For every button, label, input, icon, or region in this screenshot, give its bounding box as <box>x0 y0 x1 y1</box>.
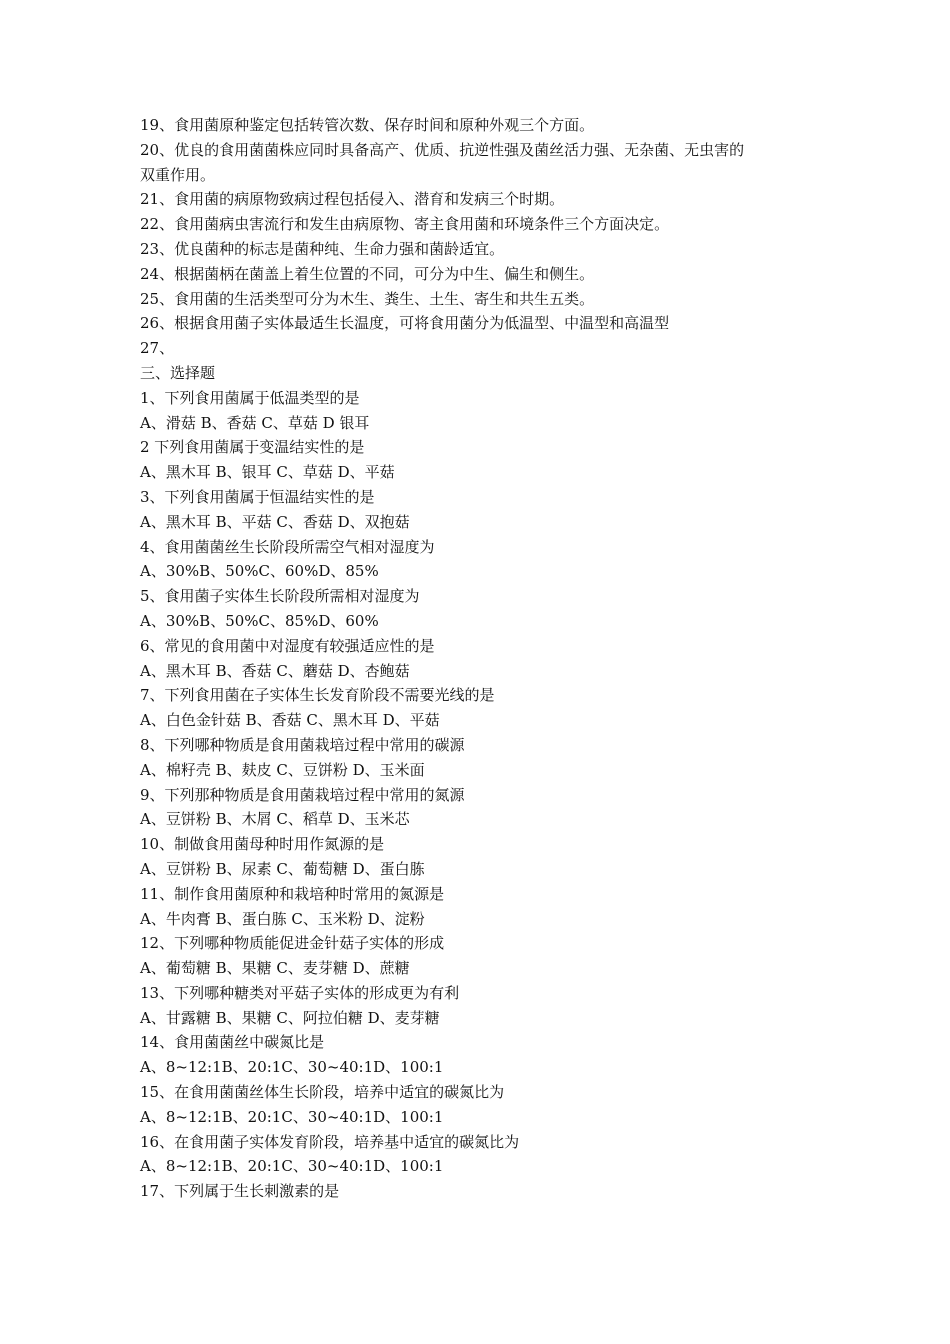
question: 8、下列哪种物质是食用菌栽培过程中常用的碳源 <box>140 735 465 754</box>
question: 14、食用菌菌丝中碳氮比是 <box>140 1033 325 1052</box>
question: 17、下列属于生长刺激素的是 <box>140 1182 340 1201</box>
text-line: 27、 <box>140 339 175 358</box>
options: A、白色金针菇 B、香菇 C、黑木耳 D、平菇 <box>140 711 440 730</box>
question: 3、下列食用菌属于恒温结实性的是 <box>140 487 375 506</box>
text-line: 26、根据食用菌子实体最适生长温度，可将食用菌分为低温型、中温型和高温型 <box>140 314 670 333</box>
text-line: 23、优良菌种的标志是菌种纯、生命力强和菌龄适宜。 <box>140 239 505 258</box>
options: A、黑木耳 B、银耳 C、草菇 D、平菇 <box>140 463 395 482</box>
options: A、8~12:1B、20:1C、30~40:1D、100:1 <box>140 1157 444 1176</box>
question: 11、制作食用菌原种和栽培种时常用的氮源是 <box>140 884 445 903</box>
text-line: 19、食用菌原种鉴定包括转管次数、保存时间和原种外观三个方面。 <box>140 116 595 134</box>
question: 13、下列哪种糖类对平菇子实体的形成更为有利 <box>140 983 460 1002</box>
question: 4、食用菌菌丝生长阶段所需空气相对湿度为 <box>140 537 435 556</box>
question: 10、制做食用菌母种时用作氮源的是 <box>140 835 385 854</box>
options: A、豆饼粉 B、尿素 C、葡萄糖 D、蛋白胨 <box>140 859 425 878</box>
options: A、葡萄糖 B、果糖 C、麦芽糖 D、蔗糖 <box>140 959 410 978</box>
options: A、豆饼粉 B、木屑 C、稻草 D、玉米芯 <box>140 810 410 829</box>
question: 2 下列食用菌属于变温结实性的是 <box>140 438 365 457</box>
options: A、8~12:1B、20:1C、30~40:1D、100:1 <box>140 1058 444 1077</box>
options: A、黑木耳 B、平菇 C、香菇 D、双抱菇 <box>140 512 410 531</box>
options: A、滑菇 B、香菇 C、草菇 D 银耳 <box>140 413 370 432</box>
question: 9、下列那种物质是食用菌栽培过程中常用的氮源 <box>140 785 465 804</box>
question: 16、在食用菌子实体发育阶段，培养基中适宜的碳氮比为 <box>140 1132 520 1151</box>
question: 6、常见的食用菌中对湿度有较强适应性的是 <box>140 636 435 655</box>
text-line: 双重作用。 <box>140 165 216 184</box>
text-line: 20、优良的食用菌菌株应同时具备高产、优质、抗逆性强及菌丝活力强、无杂菌、无虫害的 <box>140 140 745 159</box>
options: A、甘露糖 B、果糖 C、阿拉伯糖 D、麦芽糖 <box>140 1008 440 1027</box>
section-heading: 三、选择题 <box>140 363 216 382</box>
options: A、棉籽壳 B、麸皮 C、豆饼粉 D、玉米面 <box>140 760 425 779</box>
text-line: 21、食用菌的病原物致病过程包括侵入、潜育和发病三个时期。 <box>140 190 565 209</box>
question: 7、下列食用菌在子实体生长发育阶段不需要光线的是 <box>140 686 495 705</box>
options: A、牛肉膏 B、蛋白胨 C、玉米粉 D、淀粉 <box>140 909 425 928</box>
question: 12、下列哪种物质能促进金针菇子实体的形成 <box>140 934 445 953</box>
question: 1、下列食用菌属于低温类型的是 <box>140 388 360 407</box>
document-page <box>140 113 820 1204</box>
text-line: 24、根据菌柄在菌盖上着生位置的不同，可分为中生、偏生和侧生。 <box>140 264 595 283</box>
options: A、30%B、50%C、85%D、60% <box>140 611 379 630</box>
options: A、8~12:1B、20:1C、30~40:1D、100:1 <box>140 1107 444 1126</box>
text-line: 25、食用菌的生活类型可分为木生、粪生、土生、寄生和共生五类。 <box>140 289 595 308</box>
options: A、黑木耳 B、香菇 C、蘑菇 D、杏鲍菇 <box>140 661 410 680</box>
options: A、30%B、50%C、60%D、85% <box>140 562 379 581</box>
question: 5、食用菌子实体生长阶段所需相对湿度为 <box>140 587 420 606</box>
text-line: 22、食用菌病虫害流行和发生由病原物、寄主食用菌和环境条件三个方面决定。 <box>140 215 670 234</box>
question: 15、在食用菌菌丝体生长阶段，培养中适宜的碳氮比为 <box>140 1083 505 1102</box>
